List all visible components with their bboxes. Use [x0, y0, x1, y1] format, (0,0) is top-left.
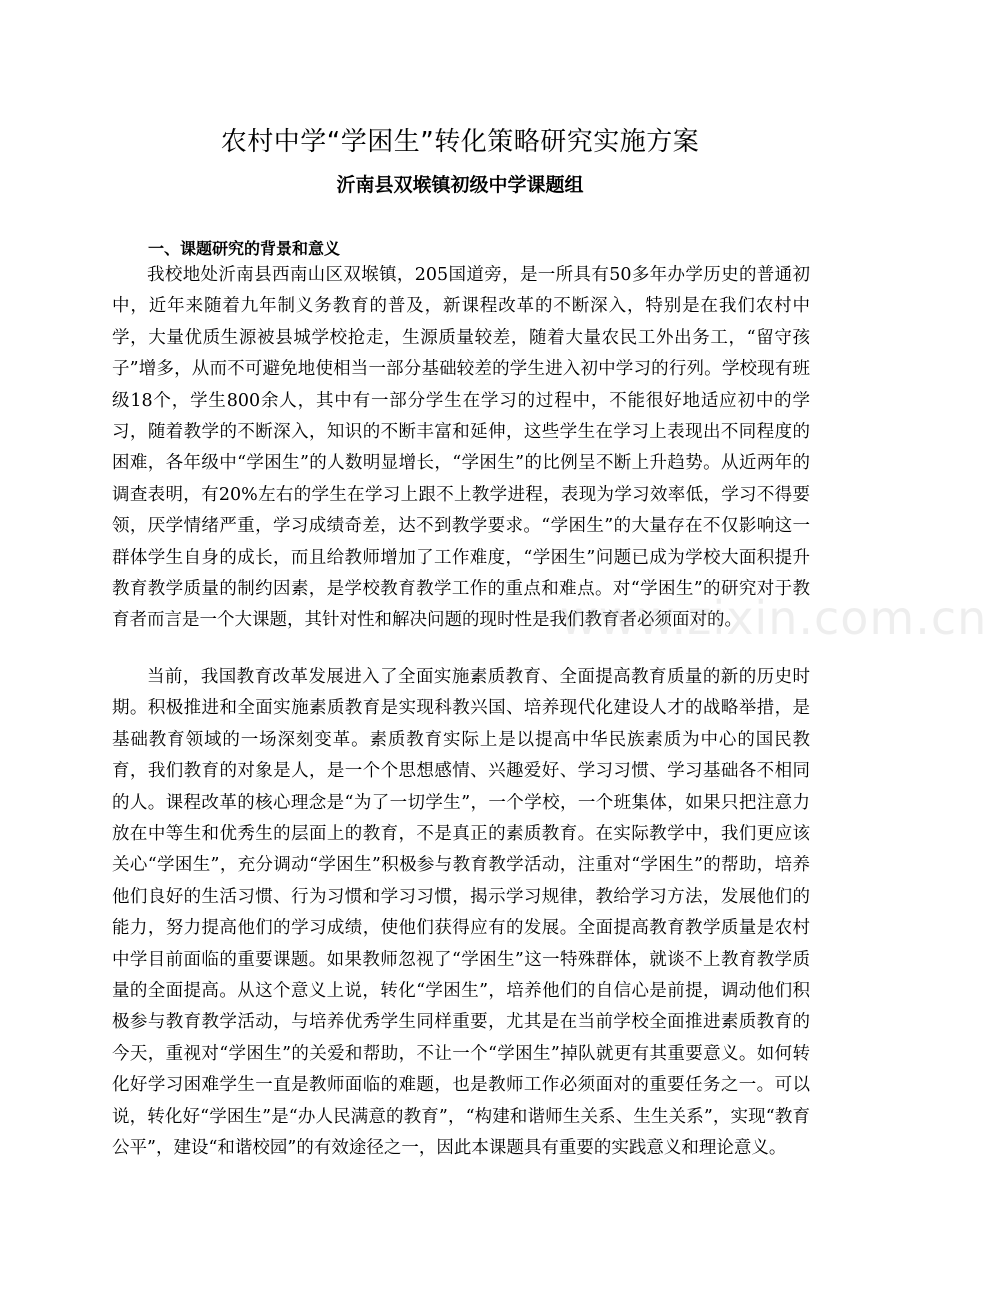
section-heading: 一、课题研究的背景和意义	[148, 239, 341, 258]
body-paragraph-2: 当前，我国教育改革发展进入了全面实施素质教育、全面提高教育质量的新的历史时期。积极推进和全面实施素质教育是实现科教兴国、培养现代化建设人才的战略举措，是基础教育领域的一场深刻变革。素质教育实际上是以提高中华民族素质为中心的国民教育，我们教育的对象是人，是一个个思想感情、兴趣爱好、学习习惯、学习基础各不相同的人。课程改革的核心理念是“为了一切学生”，一个学校，一个班集体，如果只把注意力放在中等生和优秀生的层面上的教育，不是真正的素质教育。在实际教学中，我们更应该关心“学困生”，充分调动“学困生”积极参与教育教学活动，注重对“学困生”的帮助，培养他们良好的生活习惯、行为习惯和学习习惯，揭示学习规律，教给学习方法，发展他们的能力，努力提高他们的学习成绩，使他们获得应有的发展。全面提高教育教学质量是农村中学目前面临的重要课题。如果教师忽视了“学困生”这一特殊群体，就谈不上教育教学质量的全面提高。从这个意义上说，转化“学困生”，培养他们的自信心是前提，调动他们积极参与教育教学活动，与培养优秀学生同样重要，尤其是在当前学校全面推进素质教育的今天，重视对“学困生”的关爱和帮助，不让一个“学困生”掉队就更有其重要意义。如何转化好学习困难学生一直是教师面临的难题，也是教师工作必须面对的重要任务之一。可以说，转化好“学困生”是“办人民满意的教育”，“构建和谐师生关系、生生关系”，实现“教育公平”，建设“和谐校园”的有效途径之一，因此本课题具有重要的实践意义和理论意义。	[112, 667, 810, 1159]
watermark: www.zixin.com.cn	[560, 591, 987, 645]
body-paragraph-1: 我校地处沂南县西南山区双堠镇，205国道旁，是一所具有50多年办学历史的普通初中，近年来随着九年制义务教育的普及，新课程改革的不断深入，特别是在我们农村中学，大量优质生源被县城学校抢走，生源质量较差，随着大量农民工外出务工，“留守孩子”增多，从而不可避免地使相当一部分基础较差的学生进入初中学习的行列。学校现有班级18个，学生800余人，其中有一部分学生在学习的过程中，不能很好地适应初中的学习，随着教学的不断深入，知识的不断丰富和延伸，这些学生在学习上表现出不同程度的困难，各年级中“学困生”的人数明显增长，“学困生”的比例呈不断上升趋势。从近两年的调查表明，有20%左右的学生在学习上跟不上教学进程，表现为学习效率低，学习不得要领，厌学情绪严重，学习成绩奇差，达不到教学要求。“学困生”的大量存在不仅影响这一群体学生自身的成长，而且给教师增加了工作难度，“学困生”问题已成为学校大面积提升教育教学质量的制约因素，是学校教育教学工作的重点和难点。对“学困生”的研究对于教育者而言是一个大课题，其针对性和解决问题的现时性是我们教育者必须面对的。	[112, 265, 810, 631]
document-title: 农村中学“学困生”转化策略研究实施方案	[220, 127, 700, 157]
document-subtitle: 沂南县双堠镇初级中学课题组	[336, 174, 584, 196]
